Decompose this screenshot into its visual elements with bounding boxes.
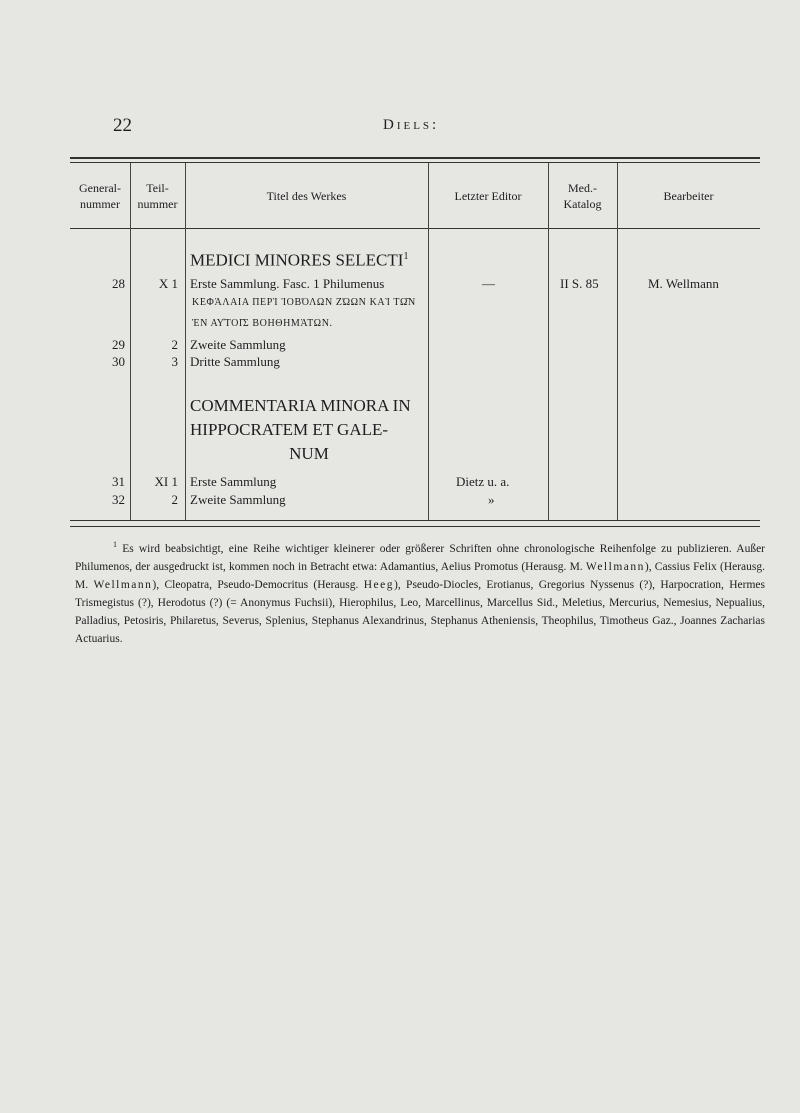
editor: Dietz u. a.: [456, 474, 510, 489]
top-rule: [70, 157, 760, 159]
header-line: nummer: [80, 197, 120, 211]
footnote-segment: ), Pseudo-Diocles, Erotianus, Gregorius Nyssenus (?), Harpocration, Hermes Trismegistus (?), Herodotus (?) (= Anonymus Fuchsii), Hierophilus, Leo, Marcellinus, Marcellus Sid., Meletius, Mercurius, Nemesius, Nepualius, Palladius, Petosiris, Philaretus, Severus, Splenius, Stephanus Alexandrinus, Stephanus Atheniensis, Theophilus, Timotheus Gaz., Joannes Zacharias Actuarius.: [75, 578, 766, 645]
editor: —: [482, 276, 495, 291]
part-number: X 1: [158, 276, 178, 291]
general-number: 30: [112, 354, 125, 369]
header-line: Med.-: [568, 181, 597, 195]
page-header: [113, 115, 760, 139]
general-number: 28: [112, 276, 125, 291]
column-divider: [428, 163, 429, 520]
footnote-segment: Es wird beabsichtigt, eine Reihe wichtiger kleinerer oder größerer Schriften ohne chronologische Reihenfolge zu publizieren. Außer Philumenos, der ausgedruckt ist, kommen noch in Betracht etwa: Adamantius, Aelius Promotus (Herausg. M.: [75, 542, 766, 573]
work-title: Erste Sammlung. Fasc. 1 Philumenus: [190, 276, 385, 291]
header-line: Katalog: [563, 197, 602, 211]
header-bearbeiter: Bearbeiter: [663, 189, 714, 203]
work-title: Dritte Sammlung: [190, 354, 280, 369]
footnote-name: Wellmann: [585, 560, 645, 573]
header-teilnummer: [130, 180, 185, 212]
footnote-segment: ), Cleopatra, Pseudo-Democritus (Herausg.: [152, 578, 359, 591]
section-title-medici: [190, 245, 408, 273]
general-number: 29: [112, 337, 125, 352]
work-title: Zweite Sammlung: [190, 492, 286, 507]
header-line: Teil-: [146, 181, 169, 195]
part-number: 2: [171, 492, 178, 507]
section-title-commentaria: [190, 394, 428, 466]
catalog-ref: II S. 85: [560, 276, 599, 291]
greek-title-line: ΚΕΦΆΛΑΙΑ ΠΕΡῚ ἸΟΒΌΛΩΝ ΖΏΩΝ ΚΑῚ ΤΩ͂Ν: [192, 297, 416, 308]
greek-title-line: ἘΝ ΑΥ̓ΤΟΙ͂Σ ΒΟΗΘΗΜΆΤΩΝ.: [192, 318, 333, 329]
part-number: XI 1: [154, 474, 178, 489]
editor-name: M. Wellmann: [648, 276, 719, 291]
general-number: 32: [112, 492, 125, 507]
header-titel: Titel des Werkes: [266, 189, 347, 203]
footnote: [75, 536, 765, 648]
header-generalnummer: [70, 180, 130, 212]
top-rule-thin: [70, 162, 760, 163]
footnote-name: Heeg: [363, 578, 395, 591]
work-title: Erste Sammlung: [190, 474, 277, 489]
section-title-line: NUM: [289, 444, 329, 463]
work-title: Zweite Sammlung: [190, 337, 286, 352]
footnote-reference: 1: [403, 251, 409, 262]
footnote-rule: [70, 526, 760, 527]
page-number: 22: [113, 115, 132, 136]
header-rule: [70, 228, 760, 229]
table-bottom-rule: [70, 520, 760, 521]
header-line: General-: [79, 181, 121, 195]
running-head: Diels:: [383, 117, 440, 133]
general-number: 31: [112, 474, 125, 489]
footnote-name: Wellmann: [93, 578, 153, 591]
footnote-mark: 1: [113, 540, 117, 549]
editor-ditto: »: [488, 492, 495, 507]
footnote-text: [75, 536, 765, 648]
header-editor: Letzter Editor: [454, 189, 522, 203]
column-divider: [185, 163, 186, 520]
column-divider: [548, 163, 549, 520]
column-divider: [617, 163, 618, 520]
section-title-line: HIPPOCRATEM ET GALE-: [190, 420, 389, 439]
section-title-text: MEDICI MINORES SELECTI: [190, 250, 404, 270]
header-katalog: [548, 180, 617, 212]
part-number: 3: [171, 354, 178, 369]
section-title-line: COMMENTARIA MINORA IN: [190, 396, 411, 415]
footnote-segment: ), Cassius Felix (Herausg. M.: [75, 560, 766, 591]
part-number: 2: [171, 337, 178, 352]
header-line: nummer: [137, 197, 178, 211]
